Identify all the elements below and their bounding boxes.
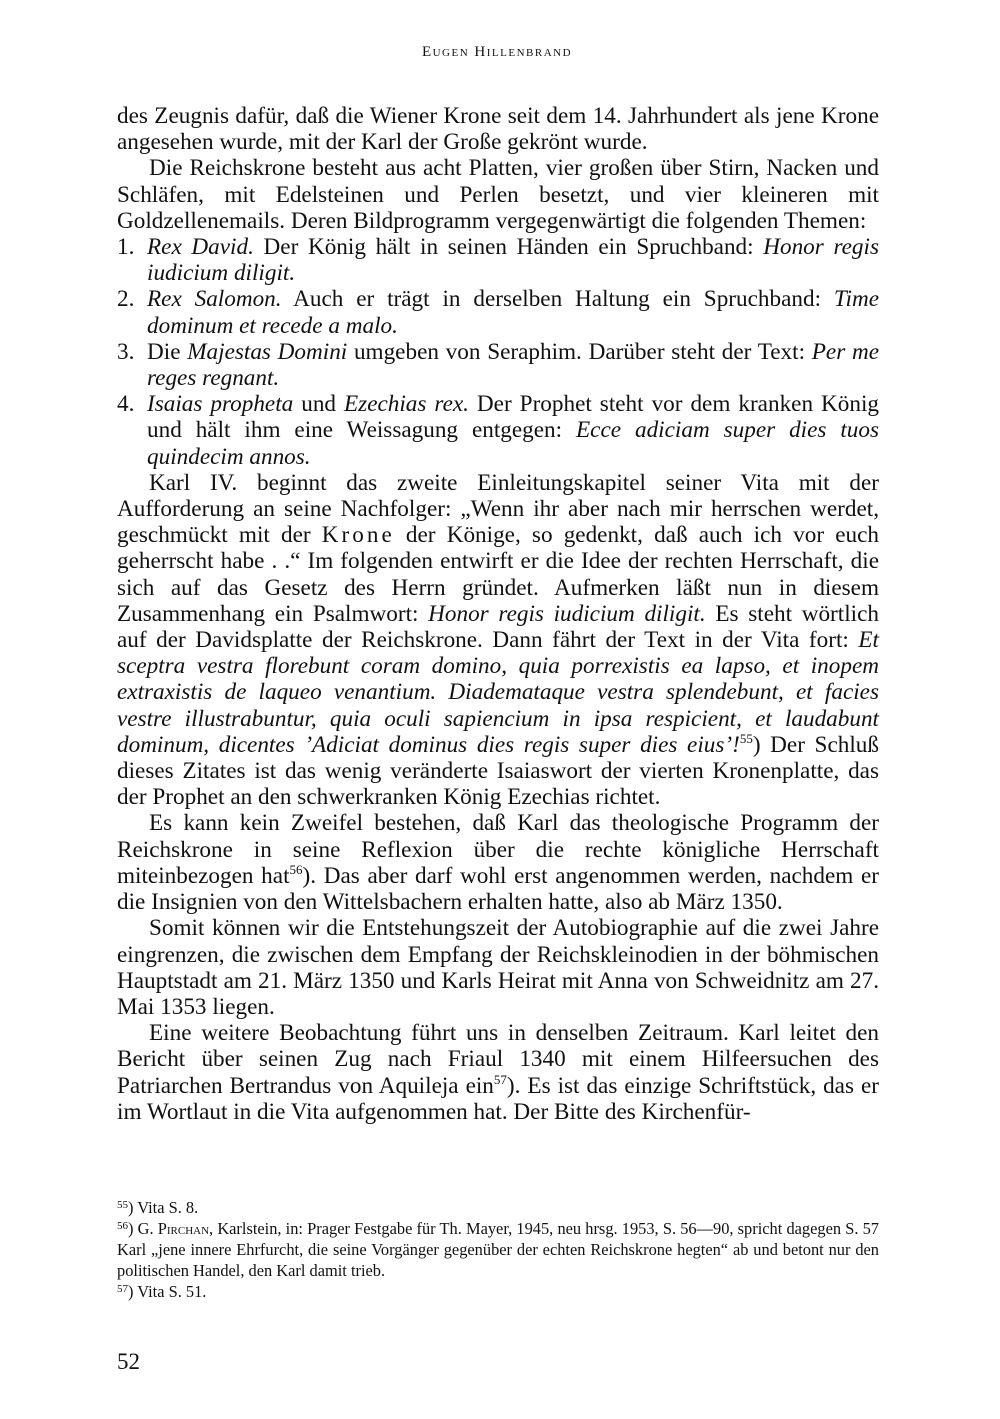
list-number: 1. (117, 234, 135, 261)
list-number: 4. (117, 391, 135, 418)
footnote-ref: 56 (289, 861, 303, 877)
footnote-ref: 57 (493, 1071, 507, 1087)
paragraph-dating: Somit können wir die Entstehungszeit der Autobiographie auf die zwei Jahre eingrenzen, die zwischen dem Empfang der Reichskleinodien in der böhmischen Hauptstadt am 21. März 1350 und Karls Heirat mit Anna von Schweidnitz am 27. Mai 1353 liegen. (117, 915, 879, 1020)
running-head: Eugen Hillenbrand (421, 44, 573, 60)
footnote: $^{56}$) G. Pirchan, Karlstein, in: Prager Festgabe für Th. Mayer, 1945, neu hrsg. 1953, S. 56—90, spricht dagegen S. 57 Karl „jene innere Ehrfurcht, die seine Vorgänger gegenüber der echten Reichskrone hegten“ ab und betont nur den politischen Handel, den Karl damit trieb. (117, 1219, 880, 1280)
paragraph-karl-vita: Karl IV. beginnt das zweite Einleitungskapitel seiner Vita mit der Aufforderung an seine Nachfolger: „Wenn ihr aber nach mir herrschen werdet, geschmückt mit der Krone der Könige, so gedenkt, daß auch ich vor euch geherrscht habe . .“ Im folgenden entwirft er die Idee der rechten Herrschaft, die sich auf das Gesetz des Herrn gründet. Aufmerken läßt nun in diesem Zusammenhang ein Psalmwort: Honor regis iudicium diligit. Es steht wörtlich auf der Davidsplatte der Reichskrone. Dann fährt der Text in der Vita fort: Et sceptra vestra florebunt coram domino, quia porrexistis ea lapso, et inopem extraxistis de laqueo venantium. Diademataque vestra splendebunt, et facies vestre illustrabuntur, quia oculi sapiencium in ipsa respicient, et laudabunt dominum, dicentes ’Adiciat dominus dies regis super dies eius’!$^{55}$) Der Schluß dieses Zitates ist das wenig veränderte Isaiaswort der vierten Kronenplatte, das der Prophet an den schwerkranken König Ezechias richtet. (117, 469, 879, 811)
footnote: $^{55}$) Vita S. 8. (117, 1198, 199, 1217)
paragraph-further-observation: Eine weitere Beobachtung führt uns in denselben Zeitraum. Karl leitet den Bericht über seinen Zug nach Friaul 1340 mit einem Hilfeersuchen des Patriarchen Bertrandus von Aquileja ein$^{57}$). Es ist das einzige Schriftstück, das er im Wortlaut in die Vita aufgenommen hat. Der Bitte des Kirchenfür- (117, 1020, 879, 1125)
list-number: 2. (117, 286, 135, 313)
footnote: $^{57}$) Vita S. 51. (117, 1282, 207, 1301)
crown-plates-list (117, 234, 879, 470)
list-item: 1. Rex David. Der König hält in seinen Händen ein Spruchband: Honor regis iudicium diligit. (117, 234, 879, 287)
paragraph-continuation: des Zeugnis dafür, daß die Wiener Krone seit dem 14. Jahrhundert als jene Krone angesehen wurde, mit der Karl der Große gekrönt wurde. (117, 103, 879, 156)
footnotes (117, 1197, 879, 1302)
page-number: 52 (117, 1349, 140, 1374)
list-number: 3. (117, 338, 135, 365)
paragraph-theological-program: Es kann kein Zweifel bestehen, daß Karl das theologische Programm der Reichskrone in seine Reflexion über die rechte königliche Herrschaft miteinbezogen hat$^{56}$). Das aber darf wohl erst angenommen werden, nachdem er die Insignien von den Wittelsbachern erhalten hatte, also ab März 1350. (117, 810, 879, 916)
list-item: 2. Rex Salomon. Auch er trägt in derselben Haltung ein Spruchband: Time dominum et recede a malo. (117, 286, 879, 339)
list-item: 4. Isaias propheta und Ezechias rex. Der Prophet steht vor dem kranken König und hält ihm eine Weissagung entgegen: Ecce adiciam super dies tuos quindecim annos. (117, 391, 880, 470)
footnote-ref: 55 (739, 730, 753, 746)
body-text (117, 103, 879, 1125)
list-item: 3. Die Majestas Domini umgeben von Seraphim. Darüber steht der Text: Per me reges regnant. (117, 338, 879, 392)
paragraph-crown-plates: Die Reichskrone besteht aus acht Platten, vier großen über Stirn, Nacken und Schläfen, mit Edelsteinen und Perlen besetzt, und vier kleineren mit Goldzellenemails. Deren Bildprogramm vergegenwärtigt die folgenden Themen: (117, 155, 879, 234)
author-name: Pirchan (157, 1219, 210, 1238)
